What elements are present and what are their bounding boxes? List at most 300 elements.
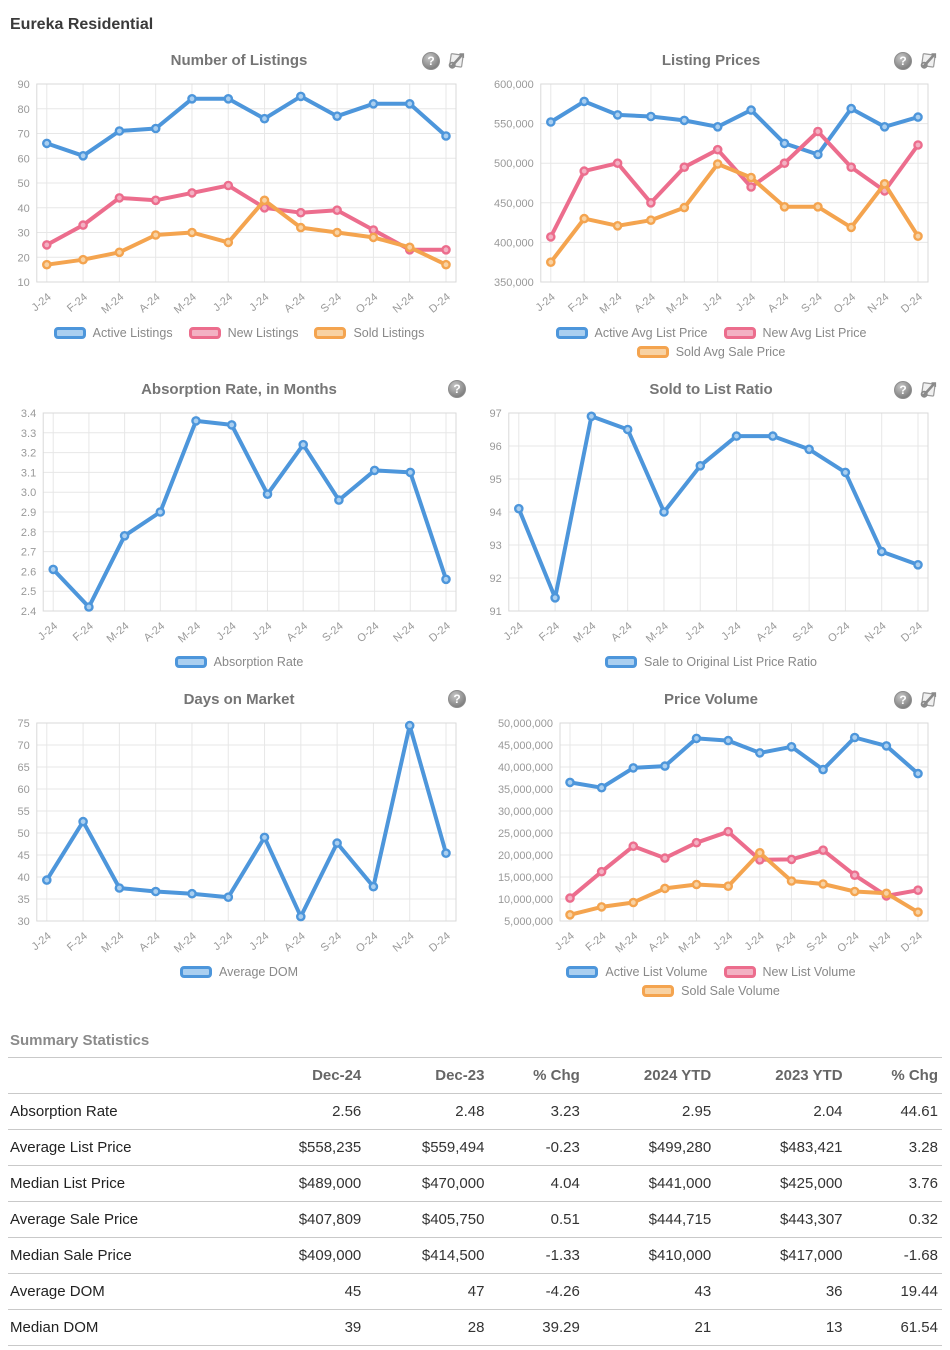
data-point — [851, 872, 858, 879]
data-point — [264, 491, 271, 498]
data-point — [335, 497, 342, 504]
data-point — [848, 224, 855, 231]
data-point — [80, 152, 87, 159]
chart-section-sold-to-list-ratio — [480, 369, 942, 679]
x-tick-label: J-24 — [29, 291, 54, 315]
summary-column-header: % Chg — [488, 1058, 583, 1094]
x-tick-label: M-24 — [597, 291, 625, 317]
x-tick-label: J-24 — [214, 620, 239, 644]
data-point — [442, 850, 449, 857]
table-row — [8, 1202, 942, 1238]
data-point — [781, 140, 788, 147]
row-value: 13 — [715, 1310, 846, 1346]
chart-section-listing-prices — [480, 40, 942, 369]
data-point — [681, 204, 688, 211]
x-tick-label: A-24 — [754, 620, 780, 645]
x-tick-label: J-24 — [250, 620, 275, 644]
data-point — [261, 197, 268, 204]
data-point — [697, 462, 704, 469]
data-point — [371, 467, 378, 474]
row-value: $559,494 — [365, 1130, 488, 1166]
summary-section — [8, 1032, 942, 1346]
row-value: 2.95 — [584, 1094, 715, 1130]
chart-section-days-on-market — [8, 679, 470, 1008]
data-point — [188, 95, 195, 102]
row-value: $489,000 — [242, 1166, 365, 1202]
legend-item[interactable] — [556, 326, 708, 340]
data-point — [297, 93, 304, 100]
y-tick-label: 50 — [17, 178, 30, 190]
data-point — [681, 117, 688, 124]
row-value: -1.68 — [847, 1238, 942, 1274]
legend-label: Active Listings — [92, 326, 173, 340]
legend-swatch — [556, 327, 588, 339]
y-tick-label: 50 — [17, 828, 30, 840]
data-point — [788, 743, 795, 750]
summary-table-head — [8, 1058, 942, 1094]
data-point — [152, 231, 159, 238]
legend-label: New List Volume — [762, 965, 856, 979]
x-tick-label: D-24 — [426, 930, 453, 955]
y-tick-label: 95 — [489, 474, 502, 486]
row-value: $417,000 — [715, 1238, 846, 1274]
row-label: Average Sale Price — [8, 1202, 242, 1238]
data-point — [647, 217, 654, 224]
y-tick-label: 500,000 — [494, 158, 534, 171]
x-tick-label: A-24 — [141, 620, 168, 645]
y-tick-label: 30 — [17, 916, 30, 928]
summary-column-header: 2024 YTD — [584, 1058, 715, 1094]
data-point — [407, 469, 414, 476]
legend-item[interactable] — [724, 326, 867, 340]
table-row — [8, 1310, 942, 1346]
row-value: 36 — [715, 1274, 846, 1310]
x-tick-label: A-24 — [765, 291, 792, 316]
legend-label: New Avg List Price — [762, 326, 867, 340]
data-point — [566, 895, 573, 902]
chart-section-absorption-rate — [8, 369, 470, 679]
legend-swatch — [605, 656, 637, 668]
data-point — [334, 207, 341, 214]
x-tick-label: A-24 — [137, 291, 163, 316]
data-point — [714, 123, 721, 130]
data-point — [806, 446, 813, 453]
data-point — [630, 843, 637, 850]
legend-label: Active Avg List Price — [594, 326, 708, 340]
series-line — [551, 132, 918, 237]
data-point — [598, 903, 605, 910]
y-tick-label: 40 — [17, 202, 30, 215]
data-point — [297, 913, 304, 920]
data-point — [914, 561, 921, 568]
y-tick-label: 15,000,000 — [497, 872, 553, 884]
summary-column-header: 2023 YTD — [715, 1058, 846, 1094]
x-tick-label: M-24 — [643, 620, 671, 646]
data-point — [370, 883, 377, 890]
x-tick-label: A-24 — [137, 930, 163, 955]
legend-item[interactable] — [566, 965, 707, 979]
row-value: 0.32 — [847, 1202, 942, 1238]
help-icon[interactable]: ? — [894, 52, 912, 70]
legend-item[interactable] — [175, 655, 304, 669]
x-tick-label: D-24 — [426, 620, 453, 645]
x-tick-label: A-24 — [282, 291, 308, 316]
data-point — [647, 199, 654, 206]
x-tick-label: J-24 — [710, 930, 736, 954]
data-point — [581, 215, 588, 222]
legend-swatch — [637, 346, 669, 358]
y-tick-label: 70 — [17, 740, 30, 752]
row-value: $558,235 — [242, 1130, 365, 1166]
data-point — [914, 233, 921, 240]
data-point — [693, 839, 700, 846]
data-point — [788, 856, 795, 863]
row-label: Median List Price — [8, 1166, 242, 1202]
y-tick-label: 2.4 — [20, 606, 37, 618]
row-value: 2.56 — [242, 1094, 365, 1130]
x-tick-label: M-24 — [171, 930, 199, 956]
data-point — [588, 413, 595, 420]
x-tick-label: N-24 — [865, 291, 892, 316]
data-point — [121, 532, 128, 539]
data-point — [820, 847, 827, 854]
tools-icon[interactable] — [919, 380, 938, 399]
x-tick-label: F-24 — [70, 620, 96, 644]
chart-title: Absorption Rate, in Months — [141, 381, 337, 398]
y-tick-label: 2.5 — [20, 586, 37, 599]
data-point — [883, 890, 890, 897]
x-tick-label: N-24 — [390, 930, 417, 955]
row-value: $414,500 — [365, 1238, 488, 1274]
data-point — [693, 881, 700, 888]
chart-legend — [19, 965, 459, 979]
page-title: Eureka Residential — [10, 16, 154, 33]
chart-legend — [19, 655, 459, 669]
data-point — [515, 505, 522, 512]
data-point — [116, 127, 123, 134]
x-tick-label: D-24 — [898, 291, 925, 316]
x-tick-label: A-24 — [282, 930, 308, 955]
data-point — [814, 151, 821, 158]
x-tick-label: S-24 — [804, 930, 831, 955]
row-value: 61.54 — [847, 1310, 942, 1346]
data-point — [661, 763, 668, 770]
y-tick-label: 60 — [17, 784, 30, 796]
x-tick-label: S-24 — [799, 291, 825, 316]
x-tick-label: O-24 — [831, 291, 859, 317]
legend-label: Sale to Original List Price Ratio — [644, 655, 817, 669]
data-point — [661, 855, 668, 862]
data-point — [297, 224, 304, 231]
chart-legend — [19, 326, 459, 340]
plot-border — [541, 84, 928, 282]
data-point — [406, 244, 413, 251]
data-point — [881, 180, 888, 187]
y-tick-label: 30,000,000 — [497, 806, 553, 818]
data-point — [598, 784, 605, 791]
y-tick-label: 97 — [489, 408, 502, 420]
chart-title: Days on Market — [183, 691, 295, 708]
data-point — [225, 239, 232, 246]
table-row — [8, 1166, 942, 1202]
summary-title: Summary Statistics — [10, 1032, 150, 1049]
y-tick-label: 45 — [17, 850, 30, 862]
data-point — [748, 183, 755, 190]
chart-title: Number of Listings — [170, 52, 308, 69]
table-row — [8, 1274, 942, 1310]
data-point — [820, 880, 827, 887]
row-value: 47 — [365, 1274, 488, 1310]
row-value: 39.29 — [488, 1310, 583, 1346]
legend-item[interactable] — [314, 326, 424, 340]
summary-column-header — [8, 1058, 242, 1094]
data-point — [614, 111, 621, 118]
chart-legend — [491, 655, 931, 669]
data-point — [225, 182, 232, 189]
legend-swatch — [54, 327, 86, 339]
row-value: -4.26 — [488, 1274, 583, 1310]
x-tick-label: A-24 — [772, 930, 799, 955]
y-tick-label: 70 — [17, 128, 30, 141]
tools-icon[interactable] — [447, 51, 466, 70]
data-point — [152, 197, 159, 204]
y-tick-label: 400,000 — [494, 237, 534, 250]
legend-item[interactable] — [180, 965, 298, 979]
summary-column-header: % Chg — [847, 1058, 942, 1094]
legend-swatch — [175, 656, 207, 668]
data-point — [43, 241, 50, 248]
help-icon[interactable]: ? — [894, 691, 912, 709]
chart-section-number-of-listings — [8, 40, 470, 369]
x-tick-label: F-24 — [536, 620, 563, 644]
legend-swatch — [642, 985, 674, 997]
y-tick-label: 20,000,000 — [497, 850, 553, 862]
chart-toolbar — [894, 380, 938, 399]
chart-header — [480, 691, 942, 713]
legend-label: Active List Volume — [605, 965, 708, 979]
y-tick-label: 35 — [17, 894, 30, 906]
y-tick-label: 96 — [489, 441, 502, 453]
y-tick-label: 40,000,000 — [497, 762, 553, 774]
x-tick-label: J-24 — [719, 620, 744, 644]
data-point — [630, 899, 637, 906]
row-value: 4.04 — [488, 1166, 583, 1202]
summary-column-header: Dec-24 — [242, 1058, 365, 1094]
data-point — [225, 894, 232, 901]
legend-item[interactable] — [637, 345, 786, 359]
y-tick-label: 25,000,000 — [497, 828, 553, 840]
data-point — [848, 105, 855, 112]
data-point — [661, 885, 668, 892]
y-tick-label: 55 — [17, 806, 30, 818]
data-point — [188, 229, 195, 236]
data-point — [681, 164, 688, 171]
legend-item[interactable] — [642, 984, 780, 998]
x-tick-label: O-24 — [353, 930, 381, 956]
x-tick-label: N-24 — [862, 620, 889, 645]
x-tick-label: O-24 — [825, 620, 853, 646]
data-point — [547, 118, 554, 125]
row-value: $443,307 — [715, 1202, 846, 1238]
row-value: 19.44 — [847, 1274, 942, 1310]
table-row — [8, 1094, 942, 1130]
data-point — [660, 508, 667, 515]
y-tick-label: 350,000 — [494, 277, 534, 289]
row-value: 39 — [242, 1310, 365, 1346]
table-row — [8, 1238, 942, 1274]
data-point — [814, 128, 821, 135]
legend-label: Sold Listings — [353, 326, 425, 340]
legend-item[interactable] — [189, 326, 299, 340]
data-point — [914, 770, 921, 777]
series-line — [551, 164, 918, 262]
x-tick-label: N-24 — [867, 930, 894, 955]
data-point — [547, 233, 554, 240]
data-point — [725, 883, 732, 890]
data-point — [914, 114, 921, 121]
data-point — [297, 209, 304, 216]
data-point — [442, 246, 449, 253]
row-label: Average DOM — [8, 1274, 242, 1310]
y-tick-label: 3.0 — [20, 487, 37, 500]
x-tick-label: D-24 — [898, 620, 925, 645]
y-tick-label: 75 — [17, 718, 30, 730]
tools-icon[interactable] — [919, 51, 938, 70]
data-point — [781, 160, 788, 167]
row-value: 28 — [365, 1310, 488, 1346]
y-tick-label: 45,000,000 — [497, 740, 553, 752]
x-tick-label: F-24 — [566, 291, 592, 315]
data-point — [842, 469, 849, 476]
data-point — [851, 888, 858, 895]
legend-item[interactable] — [605, 655, 817, 669]
legend-swatch — [189, 327, 221, 339]
x-tick-label: D-24 — [898, 930, 925, 955]
y-tick-label: 2.7 — [20, 546, 37, 559]
x-tick-label: J-24 — [501, 620, 526, 644]
summary-column-header: Dec-23 — [365, 1058, 488, 1094]
chart-canvas — [482, 715, 940, 963]
y-tick-label: 10 — [17, 277, 30, 289]
row-value: $405,750 — [365, 1202, 488, 1238]
y-tick-label: 94 — [489, 507, 502, 519]
x-tick-label: M-24 — [176, 620, 203, 646]
legend-label: Sold Avg Sale Price — [675, 345, 786, 359]
row-value: $409,000 — [242, 1238, 365, 1274]
chart-title: Listing Prices — [661, 52, 761, 69]
y-tick-label: 5,000,000 — [504, 916, 553, 928]
data-point — [820, 766, 827, 773]
data-point — [192, 417, 199, 424]
row-value: 43 — [584, 1274, 715, 1310]
data-point — [581, 98, 588, 105]
data-point — [43, 877, 50, 884]
x-tick-label: F-24 — [64, 291, 91, 315]
chart-section-price-volume — [480, 679, 942, 1008]
data-point — [406, 722, 413, 729]
y-tick-label: 90 — [17, 79, 30, 91]
summary-header-row — [8, 1058, 942, 1094]
y-tick-label: 2.8 — [20, 526, 37, 539]
row-value: -0.23 — [488, 1130, 583, 1166]
chart-toolbar — [894, 51, 938, 70]
legend-label: Absorption Rate — [213, 655, 304, 669]
x-tick-label: S-24 — [320, 620, 346, 645]
x-tick-label: A-24 — [609, 620, 635, 645]
data-point — [116, 249, 123, 256]
chart-legend — [491, 965, 931, 998]
help-icon[interactable]: ? — [448, 380, 466, 398]
data-point — [848, 164, 855, 171]
help-icon[interactable]: ? — [422, 52, 440, 70]
data-point — [442, 261, 449, 268]
chart-canvas — [10, 405, 468, 653]
y-tick-label: 2.9 — [20, 507, 37, 519]
x-tick-label: J-24 — [247, 930, 272, 954]
data-point — [714, 146, 721, 153]
legend-item[interactable] — [724, 965, 856, 979]
x-tick-label: J-24 — [552, 930, 577, 954]
data-point — [714, 160, 721, 167]
data-point — [598, 868, 605, 875]
row-value: 44.61 — [847, 1094, 942, 1130]
chart-canvas — [482, 405, 940, 653]
series-line — [551, 101, 918, 154]
legend-swatch — [180, 966, 212, 978]
row-value: $425,000 — [715, 1166, 846, 1202]
x-tick-label: J-24 — [211, 291, 236, 315]
data-point — [624, 426, 631, 433]
data-point — [725, 828, 732, 835]
tools-icon[interactable] — [919, 690, 938, 709]
chart-title: Sold to List Ratio — [649, 381, 773, 398]
x-tick-label: M-24 — [99, 930, 127, 956]
data-point — [225, 95, 232, 102]
data-point — [914, 141, 921, 148]
help-icon[interactable]: ? — [894, 381, 912, 399]
legend-label: New Listings — [227, 326, 299, 340]
legend-item[interactable] — [54, 326, 173, 340]
data-point — [370, 100, 377, 107]
data-point — [914, 909, 921, 916]
x-tick-label: J-24 — [700, 291, 725, 315]
series-line — [570, 832, 918, 898]
help-icon[interactable]: ? — [448, 690, 466, 708]
x-tick-label: O-24 — [355, 620, 382, 646]
chart-header — [480, 381, 942, 403]
x-tick-label: N-24 — [391, 620, 418, 645]
data-point — [80, 818, 87, 825]
row-value: $407,809 — [242, 1202, 365, 1238]
row-value: 0.51 — [488, 1202, 583, 1238]
x-tick-label: D-24 — [426, 291, 453, 316]
charts-grid — [8, 40, 942, 1008]
x-tick-label: J-24 — [247, 291, 272, 315]
y-tick-label: 93 — [489, 540, 502, 552]
data-point — [334, 113, 341, 120]
data-point — [85, 603, 92, 610]
x-tick-label: M-24 — [664, 291, 692, 317]
row-value: 3.76 — [847, 1166, 942, 1202]
series-line — [53, 421, 446, 607]
y-tick-label: 65 — [17, 762, 30, 774]
row-value: $441,000 — [584, 1166, 715, 1202]
y-tick-label: 80 — [17, 103, 30, 116]
data-point — [442, 576, 449, 583]
data-point — [647, 113, 654, 120]
y-tick-label: 91 — [489, 606, 502, 618]
y-tick-label: 40 — [17, 872, 30, 884]
